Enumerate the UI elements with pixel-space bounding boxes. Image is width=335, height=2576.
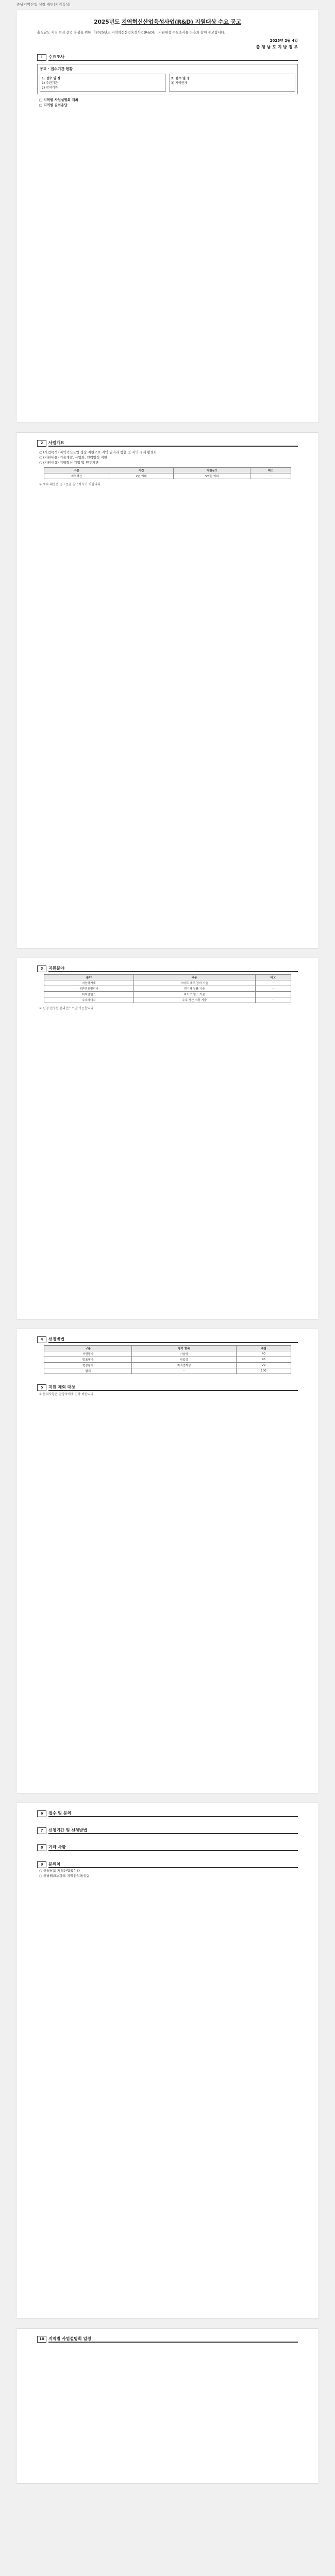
td: 5억원 이내 (174, 473, 250, 479)
s2-line-1: ○ (사업목적) 지역혁신산업 성장 지원으로 지역 일자리 창출 및 지역 경제 활성화 (39, 450, 157, 454)
header-text: 충남지역산업 성장 재단(지역특성) (16, 3, 71, 7)
th: 분야 (44, 975, 134, 980)
section-title: 수요조사 (48, 54, 298, 61)
td: 100 (236, 1368, 291, 1374)
td: - (255, 992, 291, 997)
td: - (132, 1368, 236, 1374)
section-num: 3 (37, 965, 46, 972)
td: 지역혁신 (44, 473, 109, 479)
td: 수소에너지 (44, 997, 134, 1003)
td: 지능형기계 (44, 980, 134, 986)
section-title: 신청기간 및 신청방법 (48, 1827, 298, 1834)
td: 친환경모빌리티 (44, 986, 134, 992)
note-3: ※ 문의사항은 담당자에게 연락 바랍니다. (39, 1393, 95, 1396)
section-8 (37, 1844, 298, 1851)
s1-bullet-1: □ 지역별 사업설명회 개최 (39, 98, 78, 102)
td: 바이오 헬스 기술 (133, 992, 255, 997)
s1-box-title: 공고 · 접수기간 현황 (40, 67, 73, 71)
s2-line-2: ○ (지원내용) 기술개발, 사업화, 인력양성 지원 (39, 455, 107, 460)
section-num: 9 (37, 1861, 46, 1868)
td: 40 (236, 1357, 291, 1363)
td: - (250, 473, 291, 479)
section-4 (37, 1336, 298, 1343)
section-2 (37, 440, 298, 447)
doc-org: 충 청 남 도 지 방 정 부 (256, 45, 298, 49)
page-6 (16, 2329, 319, 2483)
section-7 (37, 1827, 298, 1834)
td: - (255, 997, 291, 1003)
section-num: 6 (37, 1810, 46, 1817)
page-4 (16, 1329, 319, 1793)
s2-line-3: ○ (지원대상) 지역혁신 기업 및 연구기관 (39, 461, 99, 465)
section-title: 지원분야 (48, 965, 298, 972)
s3-table (44, 974, 291, 1003)
td: 디지털헬스 (44, 992, 134, 997)
s1-step2: 2) 참여기관 (42, 86, 58, 90)
section-title: 접수 및 문의 (48, 1810, 298, 1817)
section-title: 지역별 사업설명회 일정 (48, 2336, 298, 2343)
section-10 (37, 2336, 298, 2343)
td: - (255, 980, 291, 986)
td: 기술성 (132, 1351, 236, 1357)
doc-title (16, 18, 319, 26)
s2-table (44, 467, 291, 479)
note-2: ※ 신청 접수는 온라인으로만 가능합니다. (39, 1007, 95, 1010)
section-num: 5 (37, 1384, 46, 1391)
td: 발표평가 (44, 1357, 132, 1363)
th: 기간 (109, 468, 173, 473)
section-num: 8 (37, 1844, 46, 1851)
td: 합계 (44, 1368, 132, 1374)
td: - (255, 986, 291, 992)
td: 사업성 (132, 1357, 236, 1363)
section-num: 10 (37, 2336, 46, 2343)
contact-1: ○ 충청남도 지역산업육성과 (39, 1869, 80, 1873)
th: 비고 (255, 975, 291, 980)
section-5 (37, 1384, 298, 1391)
section-num: 2 (37, 440, 46, 447)
s1-col1: 1. 접수 일 정 (42, 77, 60, 80)
section-title: 사업개요 (48, 440, 298, 447)
td: 20 (236, 1363, 291, 1368)
th: 평가 항목 (132, 1346, 236, 1351)
td: 수소 생산 저장 기술 (133, 997, 255, 1003)
td: 40 (236, 1351, 291, 1357)
section-1 (37, 54, 298, 61)
page-3 (16, 958, 319, 1319)
page-1 (16, 10, 319, 422)
page-5 (16, 1803, 319, 2318)
s1-bullet-2: □ 지역별 질의응답 (39, 103, 68, 107)
section-num: 4 (37, 1336, 46, 1343)
title-pre: 2025년도 (94, 19, 120, 25)
section-title: 기타 사항 (48, 1844, 298, 1851)
th: 구분 (44, 1346, 132, 1351)
intro: 충청남도 지역 혁신 산업 육성을 위한 「2025년도 지역혁신산업육성사업(R&D)」 지원대상 수요조사를 다음과 같이 공고합니다. (37, 30, 225, 35)
td: 2년 이내 (109, 473, 173, 479)
contact-2: ○ 충남테크노파크 지역산업육성팀 (39, 1874, 90, 1878)
doc-date: 2025년 2월 4일 (270, 39, 298, 43)
td: 전기차 부품 기술 (133, 986, 255, 992)
section-title: 선정방법 (48, 1336, 298, 1343)
section-title: 지원 제외 대상 (48, 1384, 298, 1391)
th: 지원규모 (174, 468, 250, 473)
section-title: 문의처 (48, 1861, 298, 1868)
s4-table (44, 1345, 291, 1374)
page-2 (16, 433, 319, 948)
section-6 (37, 1810, 298, 1817)
s1-box (37, 64, 298, 94)
s1-col2: 2. 접수 일 정 (171, 77, 190, 80)
section-3 (37, 965, 298, 972)
s1-step3: 3) 지역연계 (171, 81, 188, 85)
th: 내용 (133, 975, 255, 980)
td: 지역연계성 (132, 1363, 236, 1368)
td: 스마트 제조 장비 기술 (133, 980, 255, 986)
th: 배점 (236, 1346, 291, 1351)
td: 현장평가 (44, 1363, 132, 1368)
note-1: ※ 세부 내용은 공고문을 참조하시기 바랍니다. (39, 483, 102, 486)
section-num: 1 (37, 54, 46, 61)
th: 비고 (250, 468, 291, 473)
td: 서면평가 (44, 1351, 132, 1357)
title-main: 지역혁신산업육성사업(R&D) 지원대상 수요 공고 (121, 19, 241, 25)
s1-step1: 1) 주관기관 (42, 81, 58, 85)
th: 구분 (44, 468, 109, 473)
section-num: 7 (37, 1827, 46, 1834)
section-9 (37, 1861, 298, 1868)
